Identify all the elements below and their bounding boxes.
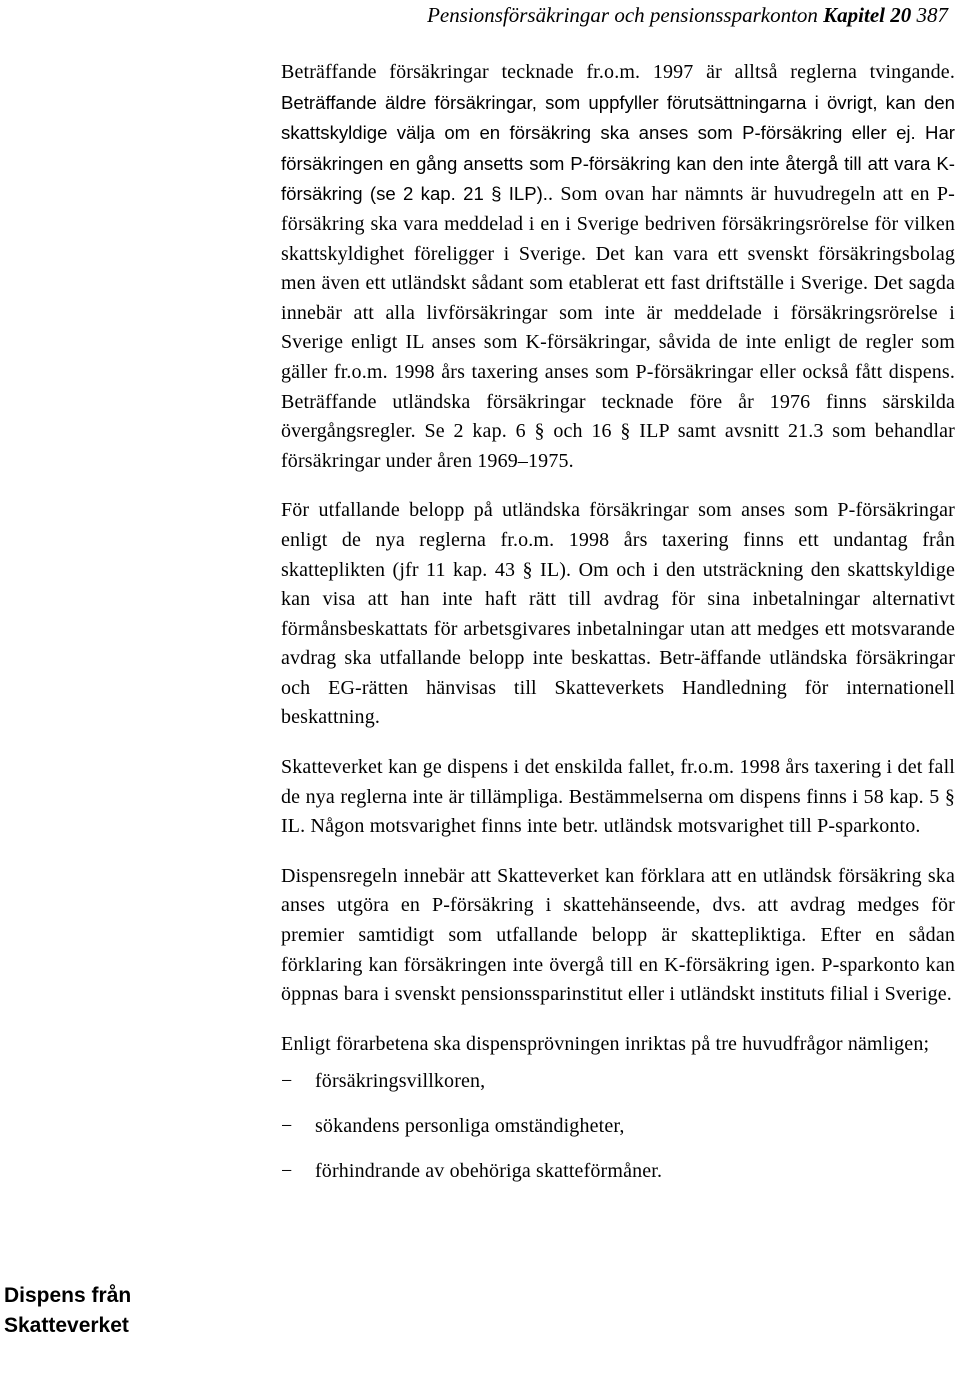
paragraph-4: Dispensregeln innebär att Skatteverket kan förklara att en utländsk försäkring ska anses utgöra en P-försäkring i skattehänseende, dvs. att avdrag medges för premier samtidigt som utfallande belopp är skattepliktiga. Efter en sådan förklaring kan försäkringen inte övergå till en K-försäkring igen. P-sparkonto kan öppnas bara i svenskt pensionssparinstitut eller i utländskt instituts filial i Sverige.	[281, 864, 955, 1006]
list-item	[281, 1067, 955, 1097]
paragraph-1-part-1: Beträffande försäkringar tecknade fr.o.m. 1997 är alltså reglerna tvingande.	[281, 61, 955, 83]
list-item-text: försäkringsvillkoren,	[315, 1070, 486, 1093]
dash-bullet: −	[281, 1159, 293, 1182]
paragraph-1-part-2: Beträffande äldre försäkringar, som uppfyller förutsättningarna i övrigt, kan den skattskyldige välja om en försäkring ska anses som P-försäkring eller ej. Har försäkringen en gång ansetts som P-försäkring kan den inte återgå till att vara K-försäkring (se 2 kap. 21 § ILP).	[281, 91, 955, 205]
paragraph-3: Skatteverket kan ge dispens i det enskilda fallet, fr.o.m. 1998 års taxering i det fall de nya reglerna inte är tillämpliga. Bestämmelserna om dispens finns i 58 kap. 5 § IL. Någon motsvarighet finns inte betr. utländsk motsvarighet till P-sparkonto.	[281, 756, 955, 838]
dash-bullet: −	[281, 1070, 293, 1093]
body-text	[281, 57, 955, 1201]
list-item-text: sökandens personliga omständigheter,	[315, 1115, 625, 1137]
margin-heading	[4, 1281, 174, 1341]
dash-bullet: −	[281, 1115, 293, 1137]
paragraph-1	[281, 57, 955, 476]
margin-heading-line-2: Skatteverket	[4, 1314, 129, 1337]
list-item	[281, 1157, 955, 1187]
header-title: Pensionsförsäkringar och pensionssparkonton	[427, 3, 818, 27]
paragraph-1-part-3: . Som ovan har nämnts är huvudregeln att en P-försäkring ska vara meddelad i en i Sverige bedriven försäkringsrörelse för vilken skattskyldighet föreligger i Sverige. Det kan vara ett svenskt försäkringsbolag men även ett utländskt sådant som etablerat ett fast driftställe i Sverige. Det sagda innebär att alla livförsäkringar som inte är meddelade i försäkringsrörelse i Sverige enligt IL anses som K-försäkringar, såvida de inte enligt de regler som gäller fr.o.m. 1998 års taxering anses som P-försäkringar eller också fått dispens. Beträffande utländska försäkringar tecknade före år 1976 finns särskilda övergångsregler. Se 2 kap. 6 § och 16 § ILP samt avsnitt 21.3 som behandlar försäkringar under åren 1969–1975.	[281, 183, 955, 472]
list-item	[281, 1112, 955, 1142]
running-header	[427, 2, 948, 28]
page-number: 387	[916, 3, 948, 27]
margin-heading-line-1: Dispens från	[4, 1284, 132, 1307]
list-item-text: förhindrande av obehöriga skatteförmåner.	[315, 1159, 663, 1182]
header-chapter: Kapitel 20	[823, 3, 912, 27]
paragraph-5: Enligt förarbetena ska dispensprövningen inriktas på tre huvudfrågor nämligen;	[281, 1032, 930, 1055]
bullet-list	[281, 1067, 955, 1186]
paragraph-2: För utfallande belopp på utländska försäkringar som anses som P-försäkringar enligt de nya reglerna fr.o.m. 1998 års taxering finns ett undantag från skatteplikten (jfr 11 kap. 43 § IL). Om och i den utsträckning den skattskyldige kan visa att han inte haft rätt till avdrag för sina inbetalningar alternativt förmånsbeskattats för arbetsgivares inbetalningar utan att medges ett motsvarande avdrag ska utfallande belopp inte beskattas. Betr-äffande utländska försäkringar och EG-rätten hänvisas till Skatteverkets Handledning för internationell beskattning.	[281, 499, 955, 729]
